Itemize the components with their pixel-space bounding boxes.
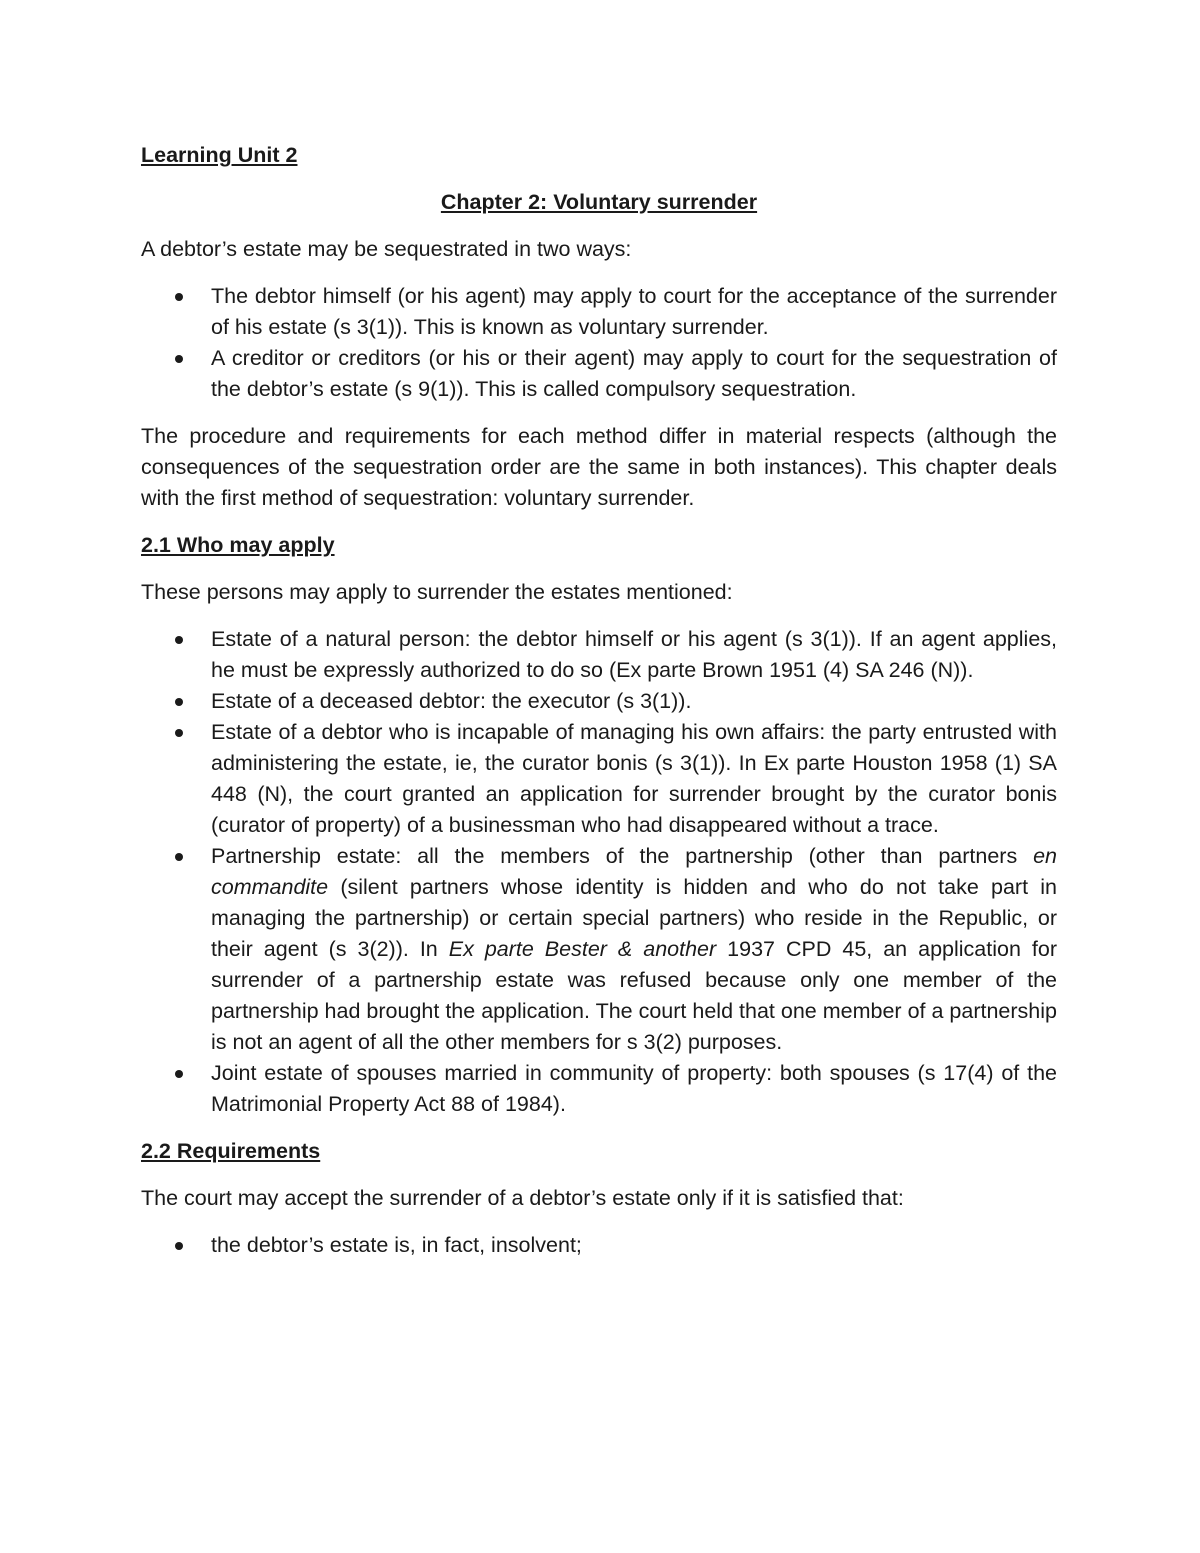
section-2-1-intro: These persons may apply to surrender the estates mentioned: [141,580,733,604]
list-item-text: the debtor’s estate is, in fact, insolvent; [211,1233,582,1257]
list-item [141,281,1057,343]
list-item-text: Estate of a debtor who is incapable of managing his own affairs: the party entrusted with administering the estate, ie, the curator bonis (s 3(1)). In Ex parte Houston 1958 (1) SA 448 (N), the court granted an application for surrender brought by the curator bonis (curator of property) of a businessman who had disappeared without a trace. [211,720,1057,837]
list-item [141,343,1057,405]
list-item-text: A creditor or creditors (or his or their agent) may apply to court for the sequestration of the debtor’s estate (s 9(1)). This is called compulsory sequestration. [211,346,1057,401]
list-item-text: Joint estate of spouses married in community of property: both spouses (s 17(4) of the Matrimonial Property Act 88 of 1984). [211,1061,1057,1116]
case-citation: Ex parte Bester & another [448,937,717,961]
bullet-icon [175,293,183,301]
procedure-paragraph: The procedure and requirements for each method differ in material respects (although the consequences of the sequestration order are the same in both instances). This chapter deals with the first method of sequestration: voluntary surrender. [141,424,1057,510]
bullet-icon [175,853,183,861]
list-item-text: Estate of a natural person: the debtor himself or his agent (s 3(1)). If an agent applies, he must be expressly authorized to do so (Ex parte Brown 1951 (4) SA 246 (N)). [211,627,1057,682]
bullet-icon [175,1242,183,1250]
bullet-icon [175,355,183,363]
bullet-icon [175,1070,183,1078]
chapter-heading: Chapter 2: Voluntary surrender [440,190,758,214]
bullet-icon [175,636,183,644]
section-heading-2-2: 2.2 Requirements [141,1139,321,1163]
applicants-list [141,624,1057,1120]
text-run: (silent partners whose identity is hidden and who do not take part in managing the partnership) or certain special partners) who reside in the Republic, or their agent (s 3(2)). In [211,875,1057,961]
section-heading-2-1: 2.1 Who may apply [141,533,335,557]
text-run: Partnership estate: all the members of the partnership (other than partners [211,844,1034,868]
italic-term: en commandite [211,844,1057,899]
list-item [141,841,1057,1058]
list-item-text: The debtor himself (or his agent) may apply to court for the acceptance of the surrender of his estate (s 3(1)). This is known as voluntary surrender. [211,284,1057,339]
list-item [141,717,1057,841]
requirements-list [141,1230,1057,1261]
bullet-icon [175,698,183,706]
sequestration-ways-list [141,281,1057,405]
list-item [141,686,1057,717]
unit-heading: Learning Unit 2 [141,143,298,167]
bullet-icon [175,729,183,737]
list-item [141,1230,1057,1261]
list-item-text [211,844,1057,1054]
text-run: 1937 CPD 45, an application for surrender of a partnership estate was refused because only one member of the partnership had brought the application. The court held that one member of a partnership is not an agent of all the other members for s 3(2) purposes. [211,937,1057,1054]
list-item-text: Estate of a deceased debtor: the executor (s 3(1)). [211,689,692,713]
list-item [141,1058,1057,1120]
section-2-2-intro: The court may accept the surrender of a debtor’s estate only if it is satisfied that: [141,1186,904,1210]
list-item [141,624,1057,686]
intro-paragraph: A debtor’s estate may be sequestrated in two ways: [141,237,632,261]
